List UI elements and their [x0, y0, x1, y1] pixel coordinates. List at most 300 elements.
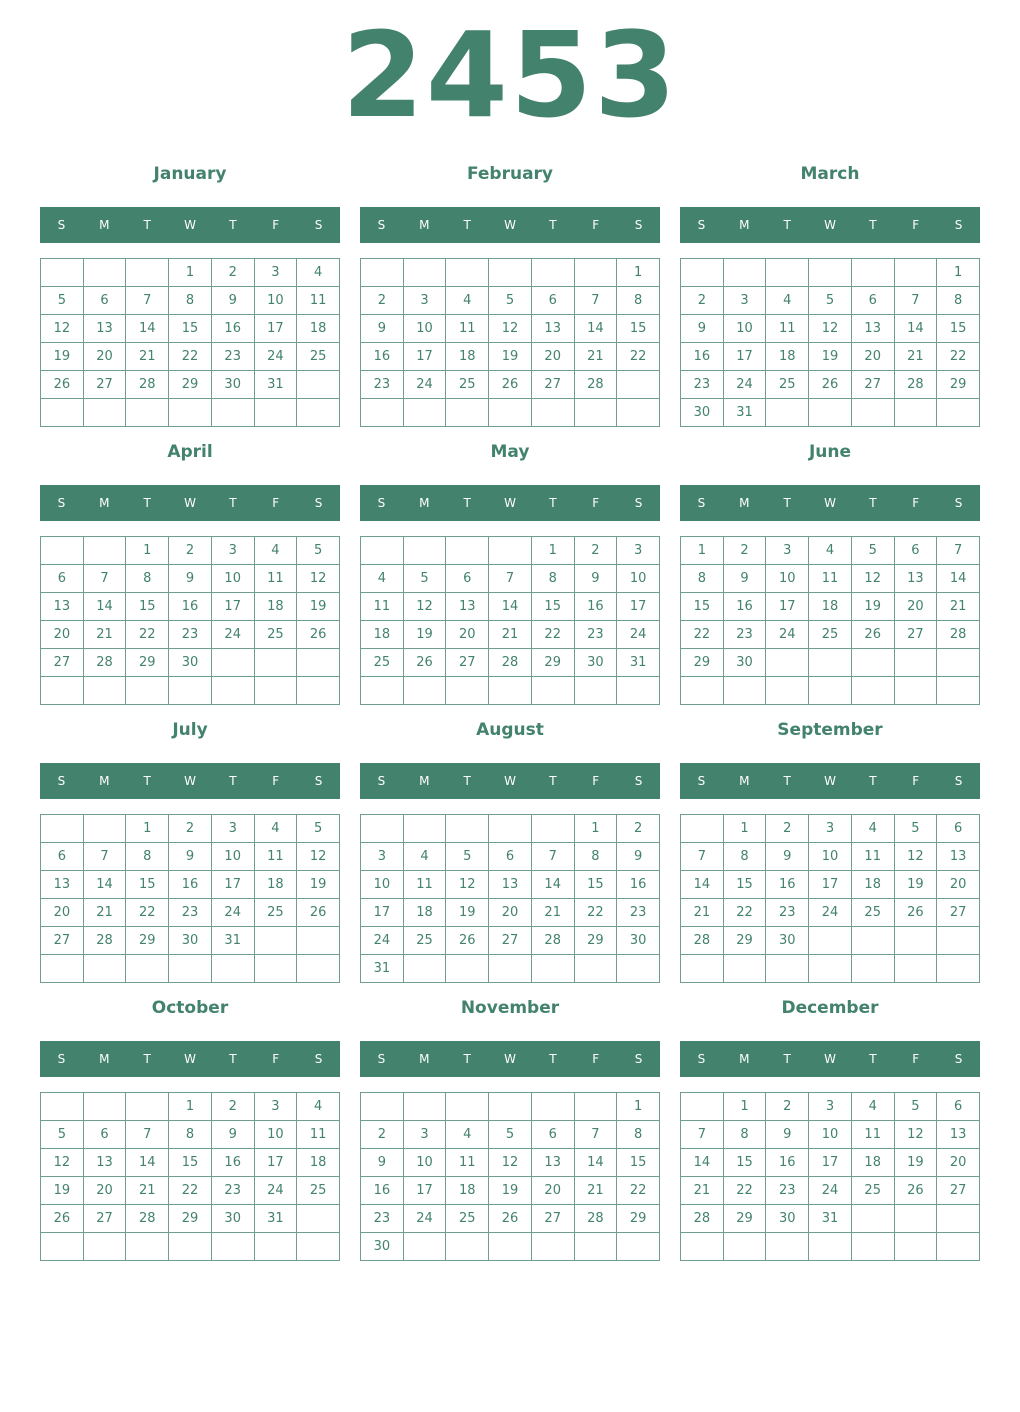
day-cell: 9	[766, 1121, 809, 1149]
day-cell: 15	[681, 593, 724, 621]
day-cell: 9	[169, 565, 212, 593]
weekday-label: W	[824, 496, 836, 510]
day-cell: 17	[255, 1149, 298, 1177]
day-cell: 29	[126, 649, 169, 677]
weekday-label: T	[463, 774, 471, 788]
year-title: 2453	[341, 6, 679, 144]
day-cell	[255, 1233, 298, 1261]
day-cell	[404, 1093, 447, 1121]
day-grid	[40, 1092, 340, 1261]
day-cell: 2	[575, 537, 618, 565]
day-cell: 5	[852, 537, 895, 565]
day-cell: 24	[617, 621, 660, 649]
day-cell: 12	[404, 593, 447, 621]
day-cell: 6	[489, 843, 532, 871]
day-cell: 8	[724, 1121, 767, 1149]
day-grid	[680, 814, 980, 983]
day-cell	[84, 537, 127, 565]
day-cell: 18	[404, 899, 447, 927]
day-cell	[126, 1233, 169, 1261]
day-cell: 9	[617, 843, 660, 871]
day-cell: 19	[297, 593, 340, 621]
day-cell: 15	[724, 871, 767, 899]
weekday-label: F	[592, 1052, 600, 1066]
day-cell: 5	[297, 815, 340, 843]
weekday-label: M	[739, 774, 750, 788]
day-cell: 5	[489, 1121, 532, 1149]
day-cell: 29	[169, 1205, 212, 1233]
weekday-label: F	[912, 1052, 920, 1066]
day-cell: 11	[255, 565, 298, 593]
day-cell: 15	[169, 315, 212, 343]
weekday-header	[40, 1041, 340, 1077]
day-cell: 3	[617, 537, 660, 565]
day-cell: 20	[41, 621, 84, 649]
weekday-label: T	[549, 1052, 557, 1066]
day-cell	[532, 815, 575, 843]
weekday-label: S	[697, 1052, 706, 1066]
day-cell: 3	[361, 843, 404, 871]
month-february	[360, 150, 660, 427]
day-cell	[361, 677, 404, 705]
day-cell: 28	[84, 927, 127, 955]
day-cell	[404, 1233, 447, 1261]
day-cell	[617, 677, 660, 705]
day-cell: 12	[41, 1149, 84, 1177]
day-cell	[681, 259, 724, 287]
day-cell: 4	[766, 287, 809, 315]
day-cell: 3	[809, 815, 852, 843]
day-cell	[297, 371, 340, 399]
day-cell: 26	[852, 621, 895, 649]
day-cell: 31	[361, 955, 404, 983]
day-cell	[532, 955, 575, 983]
day-cell: 27	[852, 371, 895, 399]
day-cell: 23	[575, 621, 618, 649]
weekday-header	[40, 763, 340, 799]
day-cell	[361, 399, 404, 427]
day-cell: 21	[575, 1177, 618, 1205]
day-cell: 27	[41, 649, 84, 677]
day-cell: 20	[532, 1177, 575, 1205]
month-january	[40, 150, 340, 427]
day-cell: 2	[169, 537, 212, 565]
day-cell: 27	[937, 1177, 980, 1205]
day-cell: 1	[169, 1093, 212, 1121]
day-cell	[446, 815, 489, 843]
day-cell: 27	[937, 899, 980, 927]
day-cell: 26	[297, 899, 340, 927]
day-cell	[361, 1093, 404, 1121]
day-cell: 19	[297, 871, 340, 899]
day-cell: 18	[361, 621, 404, 649]
day-cell	[532, 1093, 575, 1121]
day-cell	[126, 399, 169, 427]
day-cell	[404, 815, 447, 843]
day-cell: 14	[84, 593, 127, 621]
weekday-header	[360, 207, 660, 243]
day-cell: 25	[361, 649, 404, 677]
day-cell: 2	[361, 1121, 404, 1149]
day-cell: 16	[169, 593, 212, 621]
day-cell	[937, 927, 980, 955]
day-cell: 22	[169, 1177, 212, 1205]
month-november	[360, 984, 660, 1261]
day-cell: 19	[852, 593, 895, 621]
day-cell: 7	[126, 1121, 169, 1149]
day-cell	[126, 259, 169, 287]
weekday-label: M	[99, 496, 110, 510]
day-cell: 10	[617, 565, 660, 593]
day-cell: 17	[212, 593, 255, 621]
weekday-label: M	[739, 218, 750, 232]
day-cell	[852, 1233, 895, 1261]
day-cell	[212, 955, 255, 983]
day-cell: 8	[126, 843, 169, 871]
day-cell: 30	[617, 927, 660, 955]
month-title: September	[777, 720, 883, 740]
day-cell: 16	[681, 343, 724, 371]
day-cell: 2	[212, 259, 255, 287]
day-cell: 29	[937, 371, 980, 399]
day-cell	[895, 927, 938, 955]
day-cell: 4	[361, 565, 404, 593]
day-cell: 16	[169, 871, 212, 899]
day-cell	[681, 1233, 724, 1261]
day-cell: 14	[126, 315, 169, 343]
day-cell: 4	[852, 1093, 895, 1121]
day-cell	[681, 677, 724, 705]
day-cell	[255, 955, 298, 983]
day-cell: 5	[895, 815, 938, 843]
day-cell	[809, 677, 852, 705]
day-cell: 19	[489, 343, 532, 371]
day-cell: 12	[489, 315, 532, 343]
day-cell: 22	[937, 343, 980, 371]
day-cell: 14	[126, 1149, 169, 1177]
day-cell: 19	[895, 1149, 938, 1177]
day-cell: 10	[212, 565, 255, 593]
day-cell: 22	[681, 621, 724, 649]
weekday-label: F	[272, 496, 280, 510]
day-cell: 28	[532, 927, 575, 955]
weekday-label: M	[419, 496, 430, 510]
day-cell: 7	[895, 287, 938, 315]
day-cell: 27	[895, 621, 938, 649]
day-cell: 19	[895, 871, 938, 899]
day-cell: 14	[681, 871, 724, 899]
day-cell: 29	[724, 927, 767, 955]
day-cell	[84, 815, 127, 843]
day-cell: 13	[852, 315, 895, 343]
day-cell	[489, 1233, 532, 1261]
day-cell	[169, 399, 212, 427]
weekday-label: W	[504, 774, 516, 788]
day-cell: 14	[575, 315, 618, 343]
weekday-label: F	[592, 218, 600, 232]
day-cell: 14	[532, 871, 575, 899]
weekday-label: F	[272, 1052, 280, 1066]
day-cell: 30	[169, 927, 212, 955]
day-cell	[255, 649, 298, 677]
day-cell: 28	[575, 1205, 618, 1233]
day-cell	[404, 399, 447, 427]
day-cell: 13	[895, 565, 938, 593]
day-cell: 1	[126, 537, 169, 565]
weekday-label: F	[272, 774, 280, 788]
weekday-label: T	[869, 218, 877, 232]
day-cell: 29	[169, 371, 212, 399]
day-cell: 4	[255, 537, 298, 565]
day-cell	[169, 955, 212, 983]
month-title: November	[460, 998, 560, 1018]
day-cell: 25	[297, 1177, 340, 1205]
day-cell	[852, 677, 895, 705]
day-cell	[575, 259, 618, 287]
weekday-header	[360, 485, 660, 521]
day-cell: 14	[489, 593, 532, 621]
weekday-label: W	[824, 218, 836, 232]
day-cell	[895, 649, 938, 677]
day-cell	[489, 1093, 532, 1121]
day-cell: 1	[575, 815, 618, 843]
day-cell: 30	[212, 371, 255, 399]
weekday-label: S	[634, 1052, 643, 1066]
day-cell: 27	[532, 1205, 575, 1233]
day-cell: 19	[404, 621, 447, 649]
day-cell: 11	[446, 1149, 489, 1177]
day-cell	[84, 955, 127, 983]
day-cell: 11	[361, 593, 404, 621]
day-cell: 11	[852, 843, 895, 871]
day-cell: 8	[126, 565, 169, 593]
day-cell: 12	[297, 565, 340, 593]
day-cell: 9	[169, 843, 212, 871]
day-cell	[446, 1093, 489, 1121]
day-cell: 10	[809, 1121, 852, 1149]
day-cell: 7	[681, 1121, 724, 1149]
day-grid	[360, 814, 660, 983]
day-cell: 9	[212, 1121, 255, 1149]
day-cell: 5	[489, 287, 532, 315]
day-cell: 4	[809, 537, 852, 565]
weekday-label: S	[314, 774, 323, 788]
day-cell: 11	[852, 1121, 895, 1149]
day-cell	[895, 259, 938, 287]
day-cell: 19	[489, 1177, 532, 1205]
day-cell: 12	[809, 315, 852, 343]
weekday-label: T	[463, 1052, 471, 1066]
day-cell: 21	[575, 343, 618, 371]
weekday-label: T	[549, 496, 557, 510]
day-cell: 14	[575, 1149, 618, 1177]
day-cell: 15	[617, 315, 660, 343]
day-cell: 15	[724, 1149, 767, 1177]
day-cell	[575, 399, 618, 427]
day-cell	[809, 399, 852, 427]
day-cell	[489, 537, 532, 565]
day-cell: 1	[724, 1093, 767, 1121]
day-cell: 23	[617, 899, 660, 927]
day-cell: 13	[937, 843, 980, 871]
day-cell: 3	[255, 1093, 298, 1121]
day-cell: 24	[255, 1177, 298, 1205]
day-cell: 25	[404, 927, 447, 955]
day-cell: 25	[446, 1205, 489, 1233]
day-cell	[809, 1233, 852, 1261]
day-cell: 12	[895, 843, 938, 871]
weekday-label: S	[697, 496, 706, 510]
day-cell: 22	[724, 899, 767, 927]
day-cell: 24	[361, 927, 404, 955]
weekday-label: S	[377, 774, 386, 788]
weekday-label: W	[184, 774, 196, 788]
day-cell	[41, 537, 84, 565]
day-cell: 12	[852, 565, 895, 593]
day-cell: 10	[212, 843, 255, 871]
day-cell: 20	[895, 593, 938, 621]
day-cell: 18	[809, 593, 852, 621]
day-cell: 21	[532, 899, 575, 927]
day-cell: 3	[809, 1093, 852, 1121]
weekday-label: T	[229, 1052, 237, 1066]
day-cell: 21	[681, 899, 724, 927]
day-cell: 3	[212, 537, 255, 565]
day-cell: 28	[895, 371, 938, 399]
day-cell: 8	[681, 565, 724, 593]
day-cell	[361, 537, 404, 565]
day-cell: 23	[169, 621, 212, 649]
day-cell: 1	[937, 259, 980, 287]
day-cell: 2	[169, 815, 212, 843]
day-cell: 22	[532, 621, 575, 649]
weekday-label: S	[57, 218, 66, 232]
day-cell: 31	[255, 371, 298, 399]
day-cell	[297, 927, 340, 955]
day-cell: 23	[681, 371, 724, 399]
day-cell: 3	[766, 537, 809, 565]
day-cell: 20	[446, 621, 489, 649]
weekday-label: W	[824, 1052, 836, 1066]
day-cell: 29	[532, 649, 575, 677]
day-cell: 1	[126, 815, 169, 843]
month-title: February	[466, 164, 554, 184]
day-cell: 25	[766, 371, 809, 399]
weekday-label: T	[549, 774, 557, 788]
weekday-label: S	[314, 496, 323, 510]
day-cell: 12	[489, 1149, 532, 1177]
weekday-label: M	[99, 218, 110, 232]
day-cell: 21	[84, 899, 127, 927]
day-cell: 17	[361, 899, 404, 927]
day-cell: 22	[126, 621, 169, 649]
day-cell: 16	[724, 593, 767, 621]
day-cell: 30	[681, 399, 724, 427]
day-cell	[489, 955, 532, 983]
weekday-label: S	[377, 218, 386, 232]
weekday-label: T	[229, 774, 237, 788]
day-cell: 21	[126, 343, 169, 371]
weekday-label: W	[504, 218, 516, 232]
day-cell: 29	[575, 927, 618, 955]
day-cell: 30	[212, 1205, 255, 1233]
day-cell: 7	[937, 537, 980, 565]
day-cell	[852, 649, 895, 677]
day-cell: 19	[809, 343, 852, 371]
day-cell: 26	[297, 621, 340, 649]
weekday-label: S	[954, 496, 963, 510]
weekday-label: F	[272, 218, 280, 232]
weekday-label: W	[504, 496, 516, 510]
day-cell: 21	[937, 593, 980, 621]
day-cell: 14	[84, 871, 127, 899]
day-cell: 20	[532, 343, 575, 371]
day-cell: 21	[895, 343, 938, 371]
day-cell: 13	[41, 593, 84, 621]
day-cell: 8	[169, 1121, 212, 1149]
day-cell	[297, 1233, 340, 1261]
day-cell: 27	[41, 927, 84, 955]
weekday-label: M	[419, 218, 430, 232]
day-cell	[212, 649, 255, 677]
day-cell: 2	[361, 287, 404, 315]
day-cell: 8	[532, 565, 575, 593]
day-cell: 12	[446, 871, 489, 899]
day-cell: 6	[41, 565, 84, 593]
day-cell	[41, 955, 84, 983]
day-cell: 13	[84, 1149, 127, 1177]
day-cell	[724, 1233, 767, 1261]
day-cell: 15	[126, 593, 169, 621]
day-cell: 16	[361, 343, 404, 371]
day-cell	[575, 955, 618, 983]
day-cell	[297, 649, 340, 677]
day-cell	[937, 677, 980, 705]
day-cell: 27	[446, 649, 489, 677]
day-cell	[724, 955, 767, 983]
day-cell: 26	[489, 1205, 532, 1233]
day-cell: 24	[724, 371, 767, 399]
month-december	[680, 984, 980, 1261]
day-cell: 25	[446, 371, 489, 399]
day-cell: 20	[84, 343, 127, 371]
day-cell: 26	[895, 899, 938, 927]
day-cell	[532, 259, 575, 287]
day-cell: 8	[937, 287, 980, 315]
day-cell: 1	[724, 815, 767, 843]
day-cell	[766, 677, 809, 705]
day-cell	[212, 1233, 255, 1261]
month-title: January	[153, 164, 227, 184]
day-cell: 12	[297, 843, 340, 871]
day-cell	[895, 1205, 938, 1233]
day-grid	[40, 258, 340, 427]
day-cell	[169, 1233, 212, 1261]
day-cell: 23	[212, 343, 255, 371]
day-cell	[84, 1233, 127, 1261]
weekday-label: T	[549, 218, 557, 232]
day-cell: 23	[724, 621, 767, 649]
day-cell: 30	[766, 1205, 809, 1233]
day-cell: 23	[766, 899, 809, 927]
day-cell	[895, 677, 938, 705]
day-cell	[575, 1093, 618, 1121]
day-cell	[126, 1093, 169, 1121]
day-cell	[852, 399, 895, 427]
weekday-label: S	[377, 496, 386, 510]
day-cell: 25	[297, 343, 340, 371]
day-grid	[40, 814, 340, 983]
